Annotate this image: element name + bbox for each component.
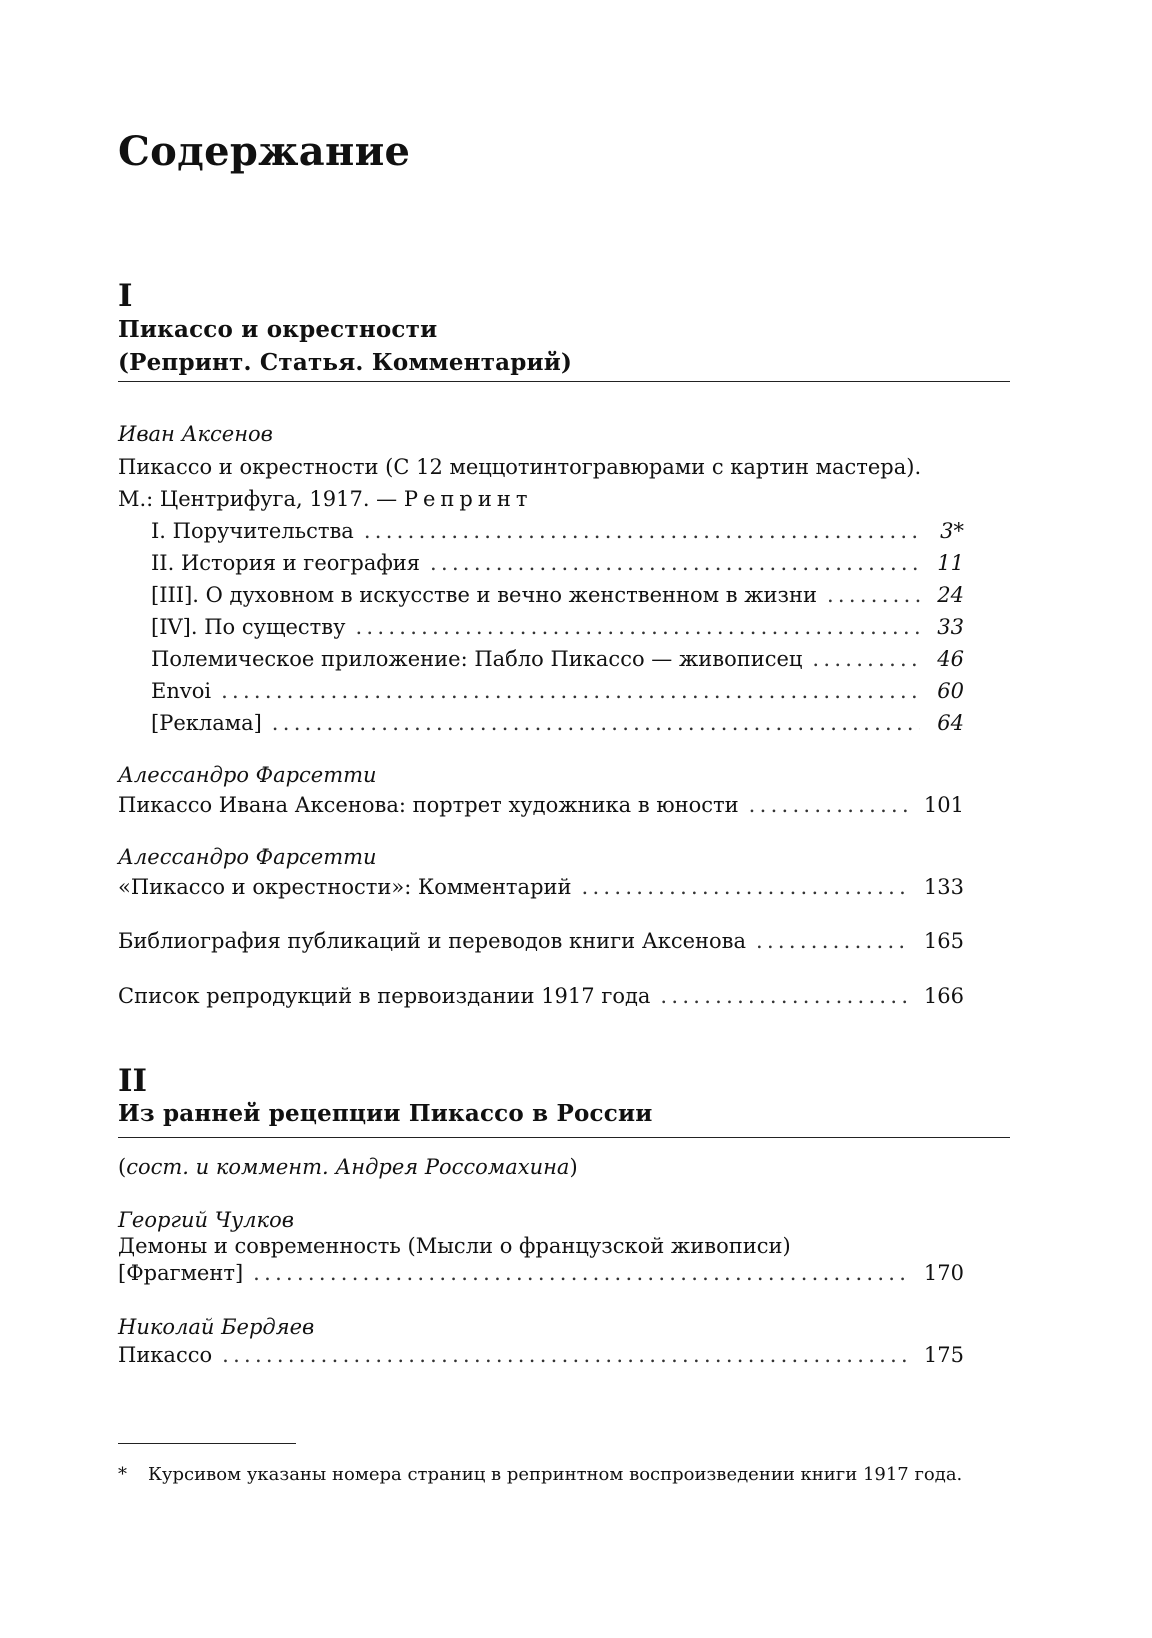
section-2-number: II bbox=[118, 1063, 148, 1099]
author-berdyaev: Николай Бердяев bbox=[118, 1315, 315, 1339]
dot-leader bbox=[827, 580, 920, 610]
toc-entry[interactable] bbox=[151, 676, 964, 706]
footnote-text: Курсивом указаны номера страниц в репринтном воспроизведении книги 1917 года. bbox=[148, 1464, 963, 1485]
toc-entry-page: 133 bbox=[923, 875, 964, 899]
toc-entry[interactable] bbox=[118, 790, 964, 820]
editor-paren-open: ( bbox=[118, 1155, 127, 1179]
toc-entry-title: «Пикассо и окрестности»: Комментарий bbox=[118, 875, 572, 899]
dot-leader bbox=[812, 644, 920, 674]
reprint-label: Репринт bbox=[403, 487, 533, 511]
author-aksenov: Иван Аксенов bbox=[118, 422, 273, 446]
toc-entry-title: I. Поручительства bbox=[151, 519, 354, 543]
toc-entry-title: Пикассо bbox=[118, 1343, 213, 1367]
toc-entry-title: [IV]. По существу bbox=[151, 615, 346, 639]
dot-leader bbox=[272, 708, 920, 738]
editor-text: сост. и коммент. Андрея Россомахина bbox=[126, 1155, 570, 1179]
toc-entry[interactable] bbox=[118, 1340, 964, 1370]
book-title-line: Пикассо и окрестности (С 12 меццотинтогравюрами с картин мастера). bbox=[118, 455, 922, 479]
toc-entry[interactable] bbox=[151, 708, 964, 738]
page-title: Содержание bbox=[118, 128, 411, 175]
toc-entry-page: 165 bbox=[923, 929, 964, 953]
section-1-number: I bbox=[118, 278, 133, 314]
toc-entry-page: 11 bbox=[937, 551, 964, 575]
editor-paren-close: ) bbox=[569, 1155, 578, 1179]
toc-entry[interactable] bbox=[151, 580, 964, 610]
section-2-divider bbox=[118, 1137, 1010, 1138]
toc-entry-title: Envoi bbox=[151, 679, 212, 703]
toc-entry[interactable] bbox=[118, 981, 964, 1011]
section-1-divider bbox=[118, 381, 1010, 382]
toc-entry-page: 3* bbox=[940, 519, 964, 543]
toc-entry[interactable] bbox=[118, 872, 964, 902]
dot-leader bbox=[222, 1340, 910, 1370]
toc-entry-title: [III]. О духовном в искусстве и вечно женственном в жизни bbox=[151, 583, 817, 607]
toc-entry-title: [Реклама] bbox=[151, 711, 262, 735]
dot-leader bbox=[660, 981, 909, 1011]
author-farsetti: Алессандро Фарсетти bbox=[118, 763, 377, 787]
toc-entry-page: 166 bbox=[923, 984, 964, 1008]
footnote bbox=[118, 1461, 962, 1489]
toc-entry-page: 101 bbox=[923, 793, 964, 817]
toc-entry-page: 170 bbox=[923, 1261, 964, 1285]
toc-entry-title: Полемическое приложение: Пабло Пикассо — живописец bbox=[151, 647, 803, 671]
toc-entry[interactable] bbox=[151, 612, 964, 642]
toc-entry[interactable] bbox=[151, 548, 964, 578]
toc-entry-page: 60 bbox=[937, 679, 964, 703]
dot-leader bbox=[221, 676, 920, 706]
toc-entry-page: 24 bbox=[937, 583, 964, 607]
dot-leader bbox=[582, 872, 910, 902]
toc-entry-page: 33 bbox=[937, 615, 964, 639]
toc-entry[interactable] bbox=[151, 644, 964, 674]
author-farsetti: Алессандро Фарсетти bbox=[118, 845, 377, 869]
dot-leader bbox=[430, 548, 920, 578]
dot-leader bbox=[253, 1258, 910, 1288]
footnote-divider bbox=[118, 1443, 296, 1444]
footnote-mark: * bbox=[118, 1464, 127, 1485]
toc-entry-title: Пикассо Ивана Аксенова: портрет художника в юности bbox=[118, 793, 739, 817]
dot-leader bbox=[364, 516, 920, 546]
toc-entry-title-line: Демоны и современность (Мысли о французской живописи) bbox=[118, 1234, 791, 1258]
imprint-text: М.: Центрифуга, 1917. — bbox=[118, 487, 404, 511]
toc-entry[interactable] bbox=[118, 926, 964, 956]
section-2-title: Из ранней рецепции Пикассо в России bbox=[118, 1100, 653, 1127]
toc-entry[interactable] bbox=[118, 1258, 964, 1288]
toc-entry-page: 46 bbox=[937, 647, 964, 671]
section-1-title bbox=[118, 313, 572, 379]
toc-entry-title: [Фрагмент] bbox=[118, 1261, 244, 1285]
toc-entry-title: II. История и география bbox=[151, 551, 421, 575]
editor-credit bbox=[118, 1152, 578, 1182]
toc-entry-title: Список репродукций в первоиздании 1917 года bbox=[118, 984, 651, 1008]
section-1-title-line-1: Пикассо и окрестности bbox=[118, 316, 438, 343]
dot-leader bbox=[355, 612, 920, 642]
book-imprint-line bbox=[118, 484, 532, 514]
section-1-title-line-2: (Репринт. Статья. Комментарий) bbox=[118, 349, 573, 376]
toc-entry-page: 64 bbox=[937, 711, 964, 735]
dot-leader bbox=[749, 790, 910, 820]
toc-entry-page: 175 bbox=[923, 1343, 964, 1367]
dot-leader bbox=[756, 926, 910, 956]
author-chulkov: Георгий Чулков bbox=[118, 1208, 294, 1232]
toc-entry-title: Библиография публикаций и переводов книги Аксенова bbox=[118, 929, 747, 953]
toc-entry[interactable] bbox=[151, 516, 964, 546]
